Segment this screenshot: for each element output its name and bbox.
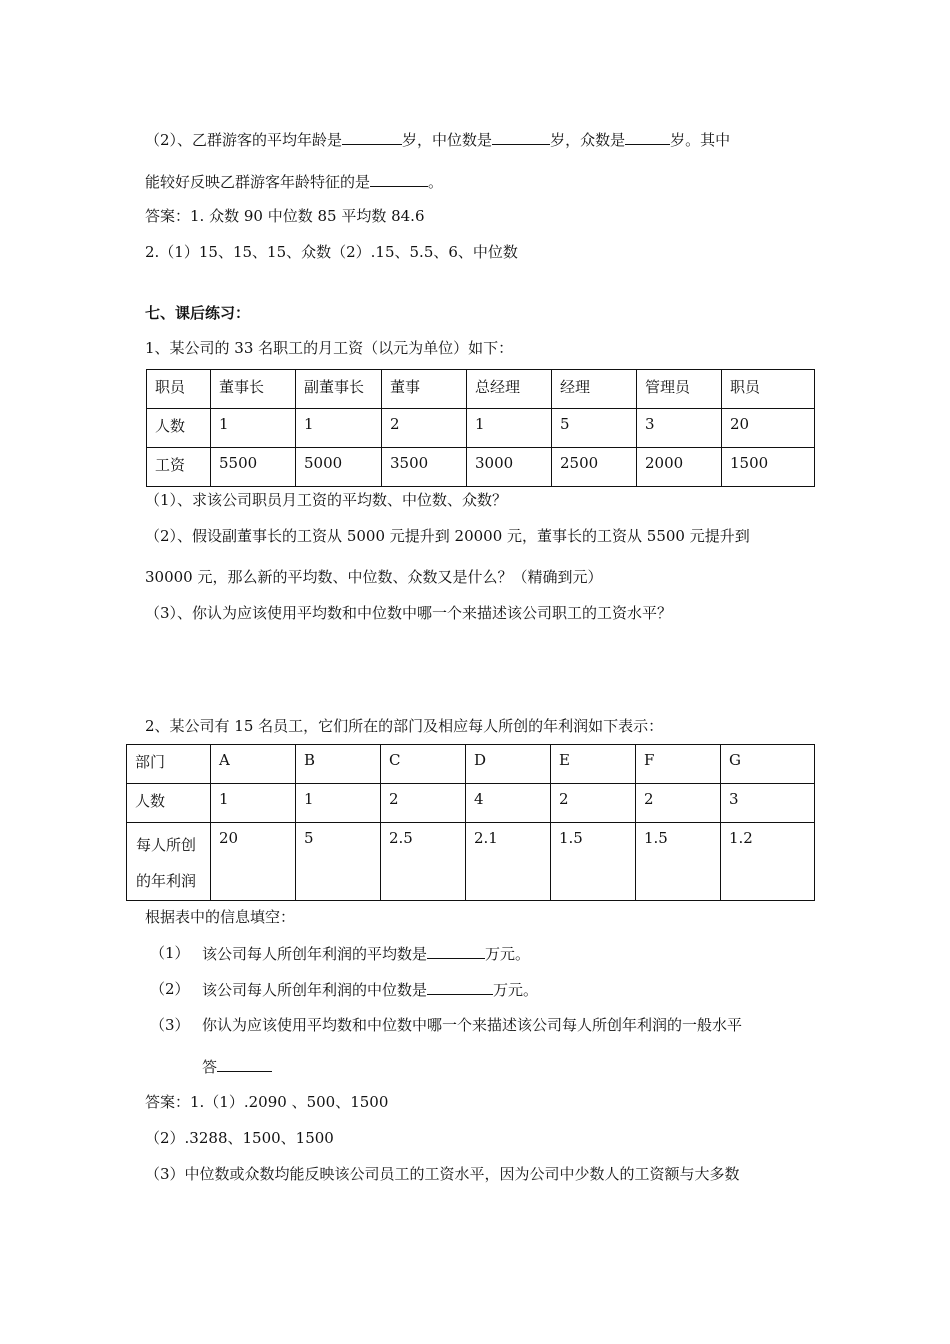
table-cell: 3500 — [382, 448, 467, 487]
table-cell: 人数 — [147, 409, 211, 448]
table-row — [127, 823, 815, 901]
table-cell: 2 — [551, 784, 636, 823]
ex2-intro: 2、某公司有 15 名员工，它们所在的部门及相应每人所创的年利润如下表示： — [145, 717, 664, 735]
table-row — [127, 745, 815, 784]
table-row — [147, 448, 815, 487]
table-cell: 2.1 — [466, 823, 551, 901]
table-cell: 5 — [552, 409, 637, 448]
table-cell: 经理 — [552, 370, 637, 409]
blank[interactable] — [342, 128, 402, 145]
fill-text: 该公司每人所创年利润的中位数是 — [202, 981, 428, 999]
blank[interactable] — [217, 1055, 272, 1072]
fill-unit: 万元。 — [493, 981, 539, 999]
fill-text: 该公司每人所创年利润的平均数是 — [202, 945, 428, 963]
table-cell: 1 — [467, 409, 552, 448]
table-cell: 1 — [296, 409, 382, 448]
salary-table — [146, 369, 815, 487]
table-cell: 1.2 — [721, 823, 815, 901]
table-cell: F — [636, 745, 721, 784]
table-cell: 1.5 — [636, 823, 721, 901]
answer-line1: 答案：1.（1）.2090 、500、1500 — [145, 1093, 389, 1111]
table-cell: 职员 — [722, 370, 815, 409]
fill-2-text — [202, 978, 538, 1000]
prev-answer-line1: 答案：1. 众数 90 中位数 85 平均数 84.6 — [145, 207, 425, 225]
fill-3-answer — [202, 1055, 272, 1077]
table-cell: 人数 — [127, 784, 211, 823]
fill-number: （1） — [150, 944, 190, 962]
table-cell: 2000 — [637, 448, 722, 487]
table-cell: G — [721, 745, 815, 784]
table-cell: 5 — [296, 823, 381, 901]
table-cell: 1 — [211, 784, 296, 823]
section-title: 七、课后练习： — [145, 304, 251, 322]
fill-intro: 根据表中的信息填空： — [145, 908, 296, 926]
ex1-intro: 1、某公司的 33 名职工的月工资（以元为单位）如下： — [145, 339, 514, 357]
table-cell: 1 — [211, 409, 296, 448]
table-cell: E — [551, 745, 636, 784]
table-cell: 2 — [381, 784, 466, 823]
fill-1-text — [202, 942, 530, 964]
q2-part2-line2 — [145, 170, 443, 192]
table-row — [127, 784, 815, 823]
answer-label: 答 — [202, 1058, 218, 1076]
fill-1 — [150, 942, 190, 963]
profit-label-line1: 每人所创 — [136, 836, 197, 854]
table-cell: 1.5 — [551, 823, 636, 901]
table-cell: 2500 — [552, 448, 637, 487]
table-cell: 20 — [722, 409, 815, 448]
table-cell: 1500 — [722, 448, 815, 487]
table-row — [147, 370, 815, 409]
table-cell: A — [211, 745, 296, 784]
q2-unit3: 岁。其中 — [670, 131, 731, 149]
table-cell: 20 — [211, 823, 296, 901]
ex1-q2b: 30000 元，那么新的平均数、中位数、众数又是什么？（精确到元） — [145, 568, 603, 586]
table-cell: 董事长 — [211, 370, 296, 409]
answer-line2: （2）.3288、1500、1500 — [145, 1129, 334, 1147]
blank[interactable] — [625, 128, 670, 145]
ex1-q3: （3）、你认为应该使用平均数和中位数中哪一个来描述该公司职工的工资水平？ — [145, 604, 673, 622]
fill-2 — [150, 978, 190, 999]
blank[interactable] — [427, 978, 493, 995]
fill-number: （2） — [150, 980, 190, 998]
fill-3 — [150, 1014, 190, 1035]
table-cell: 2 — [636, 784, 721, 823]
fill-number: （3） — [150, 1016, 190, 1034]
table-cell: C — [381, 745, 466, 784]
table-row — [147, 409, 815, 448]
blank[interactable] — [427, 942, 485, 959]
table-cell: 副董事长 — [296, 370, 382, 409]
table-cell — [127, 823, 211, 901]
table-cell: 4 — [466, 784, 551, 823]
blank[interactable] — [370, 170, 428, 187]
q2-unit2: 岁，众数是 — [550, 131, 626, 149]
profit-table — [126, 744, 815, 901]
ex1-q2a: （2）、假设副董事长的工资从 5000 元提升到 20000 元，董事长的工资从 5500 元提升到 — [145, 527, 750, 545]
prev-answer-line2: 2.（1）15、15、15、众数（2）.15、5.5、6、中位数 — [145, 243, 518, 261]
table-cell: B — [296, 745, 381, 784]
table-cell: 3000 — [467, 448, 552, 487]
q2-part2-line1 — [145, 128, 730, 150]
table-cell: 工资 — [147, 448, 211, 487]
table-cell: 5000 — [296, 448, 382, 487]
q2-line2b: 。 — [428, 173, 444, 191]
blank[interactable] — [492, 128, 550, 145]
table-cell: 3 — [637, 409, 722, 448]
table-cell: D — [466, 745, 551, 784]
table-cell: 5500 — [211, 448, 296, 487]
table-cell: 职员 — [147, 370, 211, 409]
ex1-q1: （1）、求该公司职员月工资的平均数、中位数、众数？ — [145, 491, 508, 509]
table-cell: 部门 — [127, 745, 211, 784]
table-cell: 管理员 — [637, 370, 722, 409]
fill-3-text: 你认为应该使用平均数和中位数中哪一个来描述该公司每人所创年利润的一般水平 — [202, 1016, 743, 1034]
table-cell: 2 — [382, 409, 467, 448]
q2-line2a: 能较好反映乙群游客年龄特征的是 — [145, 173, 371, 191]
table-cell: 2.5 — [381, 823, 466, 901]
table-cell: 总经理 — [467, 370, 552, 409]
table-cell: 1 — [296, 784, 381, 823]
table-cell: 3 — [721, 784, 815, 823]
answer-line3: （3）中位数或众数均能反映该公司员工的工资水平，因为公司中少数人的工资额与大多数 — [145, 1165, 740, 1183]
table-cell: 董事 — [382, 370, 467, 409]
profit-label-line2: 的年利润 — [136, 872, 197, 890]
q2-unit1: 岁，中位数是 — [402, 131, 493, 149]
fill-unit: 万元。 — [485, 945, 531, 963]
q2-label: （2）、乙群游客的平均年龄是 — [145, 131, 343, 149]
